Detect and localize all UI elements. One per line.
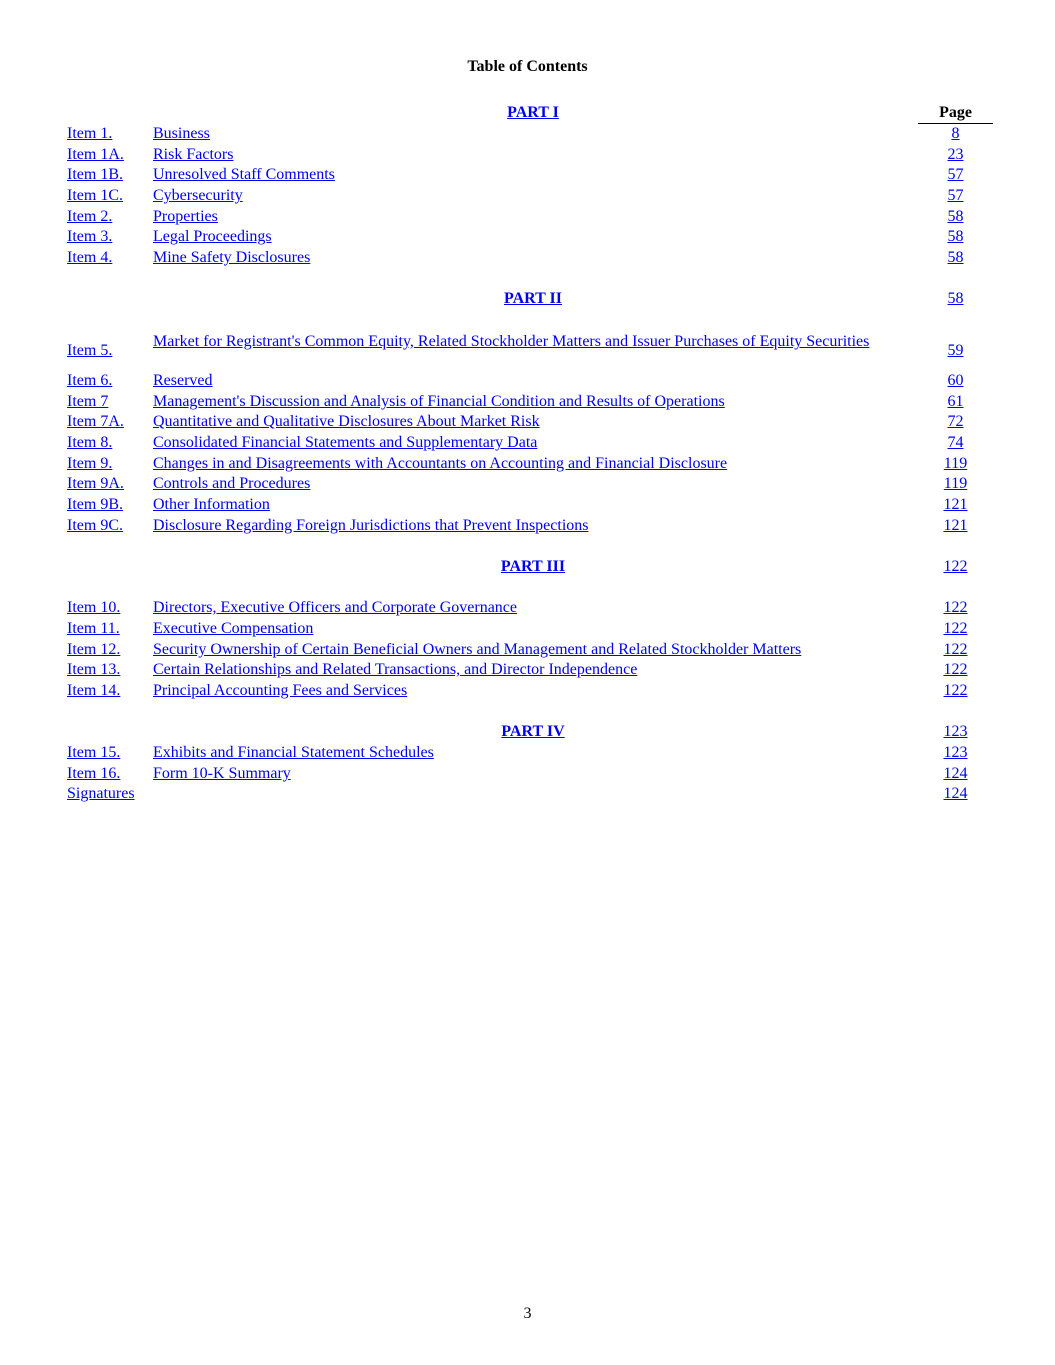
- item-title-link[interactable]: Executive Compensation: [153, 620, 314, 637]
- page-link[interactable]: 61: [947, 393, 964, 410]
- toc-row: [0, 619, 1055, 639]
- page-link[interactable]: 57: [947, 166, 964, 183]
- toc-row: [0, 764, 1055, 784]
- item-title-link[interactable]: Mine Safety Disclosures: [153, 249, 311, 266]
- part-row: [0, 289, 1055, 309]
- page-link[interactable]: 123: [943, 723, 968, 740]
- toc-row: [0, 207, 1055, 227]
- item-link[interactable]: Item 4.: [67, 249, 113, 266]
- page-link[interactable]: 122: [943, 682, 968, 699]
- item-link[interactable]: Item 7: [67, 393, 109, 410]
- toc-row: [0, 681, 1055, 701]
- item-title-link[interactable]: Consolidated Financial Statements and Supplementary Data: [153, 434, 538, 451]
- item-title-link[interactable]: Legal Proceedings: [153, 228, 272, 245]
- page-link[interactable]: 23: [947, 146, 964, 163]
- toc-row: [0, 433, 1055, 453]
- page-column-header: Page: [918, 103, 993, 124]
- toc-row: [0, 124, 1055, 144]
- item-title-link[interactable]: Other Information: [153, 496, 270, 513]
- item-link[interactable]: Item 5.: [67, 342, 113, 359]
- item-link[interactable]: Item 1A.: [67, 146, 124, 163]
- page-link[interactable]: 60: [947, 372, 964, 389]
- item-title-link[interactable]: Changes in and Disagreements with Accountants on Accounting and Financial Disclosure: [153, 455, 728, 472]
- toc-row: [0, 371, 1055, 391]
- page-link[interactable]: 57: [947, 187, 964, 204]
- toc-row: [0, 165, 1055, 185]
- item-link[interactable]: Item 9A.: [67, 475, 124, 492]
- page-link[interactable]: 122: [943, 641, 968, 658]
- item-link[interactable]: Item 7A.: [67, 413, 124, 430]
- toc-row: [0, 186, 1055, 206]
- item-link[interactable]: Item 6.: [67, 372, 113, 389]
- item-link[interactable]: Item 14.: [67, 682, 121, 699]
- item-title-link[interactable]: Cybersecurity: [153, 187, 243, 204]
- page-link[interactable]: 121: [943, 517, 968, 534]
- page-link[interactable]: 72: [947, 413, 964, 430]
- toc-row: [0, 145, 1055, 165]
- page-link[interactable]: 124: [943, 765, 968, 782]
- page-link[interactable]: 8: [951, 125, 960, 142]
- page-link[interactable]: 74: [947, 434, 964, 451]
- item-title-link[interactable]: Controls and Procedures: [153, 475, 311, 492]
- item-link[interactable]: Item 9B.: [67, 496, 123, 513]
- toc-row: [0, 743, 1055, 763]
- item-title-link[interactable]: Form 10-K Summary: [153, 765, 291, 782]
- item-title-link[interactable]: Principal Accounting Fees and Services: [153, 682, 408, 699]
- item-link[interactable]: Item 1B.: [67, 166, 123, 183]
- page-number: 3: [523, 1305, 532, 1322]
- page-link[interactable]: 124: [943, 785, 968, 802]
- toc-row: [0, 784, 1055, 804]
- signatures-link[interactable]: Signatures: [67, 785, 135, 802]
- page-link[interactable]: 59: [947, 342, 964, 359]
- item-title-link[interactable]: Properties: [153, 208, 218, 225]
- item-title-link[interactable]: Reserved: [153, 372, 213, 389]
- item-title-link[interactable]: Certain Relationships and Related Transactions, and Director Independence: [153, 661, 638, 678]
- toc-row: [0, 474, 1055, 494]
- toc-row: [0, 598, 1055, 618]
- page-link[interactable]: 122: [943, 599, 968, 616]
- item-link[interactable]: Item 16.: [67, 765, 121, 782]
- part-link[interactable]: PART III: [500, 558, 566, 575]
- item-title-link[interactable]: Market for Registrant's Common Equity, Related Stockholder Matters and Issuer Purchases of Equity Securities: [153, 333, 870, 350]
- toc-row: [0, 248, 1055, 268]
- item-link[interactable]: Item 9.: [67, 455, 113, 472]
- toc-row: [0, 412, 1055, 432]
- item-title-link[interactable]: Exhibits and Financial Statement Schedules: [153, 744, 434, 761]
- toc-row: [0, 516, 1055, 536]
- item-link[interactable]: Item 1.: [67, 125, 113, 142]
- part-row: [0, 722, 1055, 742]
- part-row: [0, 557, 1055, 577]
- toc-row: [0, 454, 1055, 474]
- page-link[interactable]: 121: [943, 496, 968, 513]
- item-link[interactable]: Item 2.: [67, 208, 113, 225]
- page-link[interactable]: 123: [943, 744, 968, 761]
- item-title-link[interactable]: Quantitative and Qualitative Disclosures About Market Risk: [153, 413, 540, 430]
- item-link[interactable]: Item 3.: [67, 228, 113, 245]
- part-link[interactable]: PART IV: [501, 723, 565, 740]
- page-link[interactable]: 58: [947, 228, 964, 245]
- item-title-link[interactable]: Unresolved Staff Comments: [153, 166, 335, 183]
- item-title-link[interactable]: Security Ownership of Certain Beneficial Owners and Management and Related Stockholder Matters: [153, 641, 802, 658]
- page-link[interactable]: 58: [947, 290, 964, 307]
- toc-row: [0, 640, 1055, 660]
- toc-row: [0, 227, 1055, 247]
- item-link[interactable]: Item 15.: [67, 744, 121, 761]
- toc-row: [0, 392, 1055, 412]
- item-title-link[interactable]: Risk Factors: [153, 146, 234, 163]
- item-title-link[interactable]: Directors, Executive Officers and Corporate Governance: [153, 599, 517, 616]
- item-link[interactable]: Item 11.: [67, 620, 120, 637]
- page-title: Table of Contents: [467, 58, 588, 75]
- item-link[interactable]: Item 12.: [67, 641, 121, 658]
- page-link[interactable]: 122: [943, 558, 968, 575]
- part-link[interactable]: PART II: [504, 290, 562, 307]
- part-link[interactable]: PART I: [507, 104, 559, 121]
- item-link[interactable]: Item 10.: [67, 599, 121, 616]
- item-link[interactable]: Item 8.: [67, 434, 113, 451]
- toc-row: [0, 495, 1055, 515]
- item-link[interactable]: Item 9C.: [67, 517, 123, 534]
- page-link[interactable]: 122: [943, 620, 968, 637]
- page-link[interactable]: 58: [947, 208, 964, 225]
- item-link[interactable]: Item 13.: [67, 661, 121, 678]
- item-title-link[interactable]: Business: [153, 125, 210, 142]
- item-title-link[interactable]: Management's Discussion and Analysis of Financial Condition and Results of Operations: [153, 393, 725, 410]
- page-link[interactable]: 119: [943, 455, 968, 472]
- item-title-link[interactable]: Disclosure Regarding Foreign Jurisdictions that Prevent Inspections: [153, 517, 589, 534]
- page-link[interactable]: 119: [943, 475, 968, 492]
- toc-row: [0, 660, 1055, 680]
- part-row: [0, 103, 1055, 123]
- page-link[interactable]: 122: [943, 661, 968, 678]
- item-link[interactable]: Item 1C.: [67, 187, 123, 204]
- page-link[interactable]: 58: [947, 249, 964, 266]
- toc-row: [0, 333, 1055, 369]
